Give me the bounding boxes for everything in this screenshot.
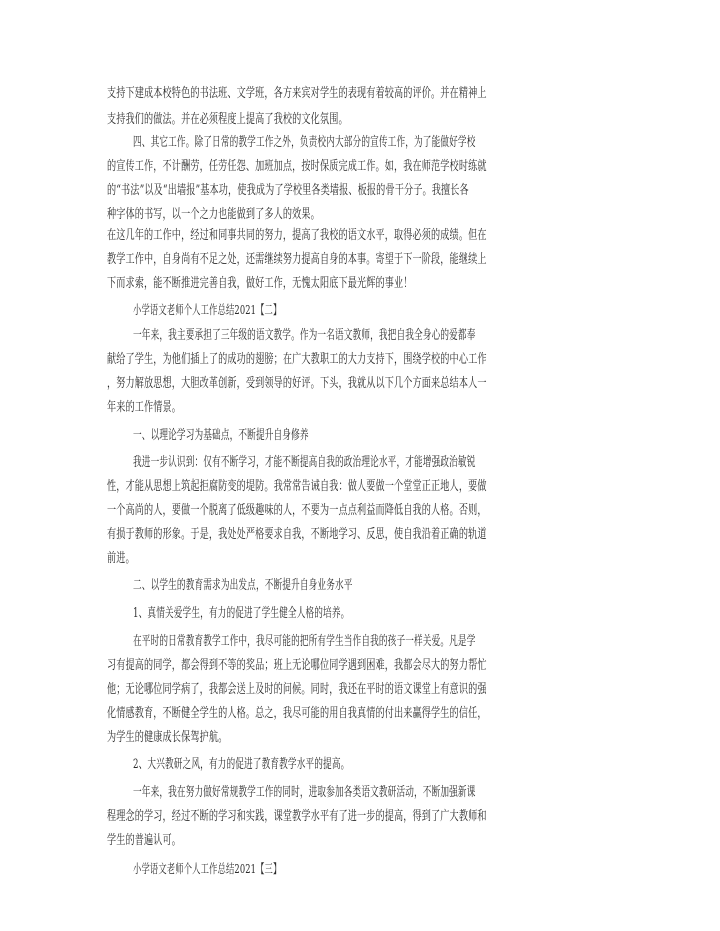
subsection-heading: 2、大兴教研之风，有力的促进了教育教学水平的提高。 xyxy=(133,757,350,772)
section-paragraph-line: 四、其它工作。除了日常的教学工作之外，负责校内大部分的宣传工作，为了能做好学校 xyxy=(133,135,476,150)
text-line: 一个高尚的人，要做一个脱离了低级趣味的人，不要为一点点利益而降低自我的人格。否则， xyxy=(107,503,487,518)
text-line: 性，才能从思想上筑起拒腐防变的堤防。我常常告诫自我：做人要做一个堂堂正正地人，要做 xyxy=(107,479,487,494)
text-line: 教学工作中，自身尚有不足之处，还需继续努力提高自身的本事。寄望于下一阶段，能继续上 xyxy=(107,252,487,267)
section-heading: 小学语文老师个人工作总结2021【二】 xyxy=(133,302,282,317)
text-line: ，努力解放思想，大胆改革创新，受到领导的好评。下头，我就从以下几个方面来总结本人一 xyxy=(107,376,487,391)
text-line: 化情感教育，不断健全学生的人格。总之，我尽可能的用自我真情的付出来赢得学生的信任， xyxy=(107,706,487,721)
text-line: 学生的普遍认可。 xyxy=(107,833,182,848)
subsection-heading: 一、以理论学习为基础点，不断提升自身修养 xyxy=(133,428,309,443)
text-line: 支持我们的做法。并在必须程度上提高了我校的文化氛围。 xyxy=(107,112,348,127)
text-line: 的宣传工作，不计酬劳，任劳任怨、加班加点，按时保质完成工作。如，我在师范学校时练就 xyxy=(107,159,487,174)
text-line: 一年来，我在努力做好常规教学工作的同时，进取参加各类语文教研活动，不断加强新课 xyxy=(133,785,476,800)
subsection-heading: 二、以学生的教育需求为出发点，不断提升自身业务水平 xyxy=(133,578,353,593)
text-line: 前进。 xyxy=(107,551,135,566)
text-line: 他；无论哪位同学病了，我都会送上及时的问候。同时，我还在平时的语文课堂上有意识的强 xyxy=(107,682,487,697)
text-line: 下而求索，能不断推进完善自我，做好工作，无愧太阳底下最光辉的事业！ xyxy=(107,276,413,291)
text-line: 习有提高的同学，都会得到不等的奖品；班上无论哪位同学遇到困难，我都会尽大的努力帮忙 xyxy=(107,658,487,673)
text-line: 在这几年的工作中，经过和同事共同的努力，提高了我校的语文水平，取得必须的成绩。但在 xyxy=(107,228,487,243)
text-line: 年来的工作情景。 xyxy=(107,400,182,415)
section-heading: 小学语文老师个人工作总结2021【三】 xyxy=(133,861,282,876)
text-line: 为学生的健康成长保驾护航。 xyxy=(107,730,228,745)
text-line: 程理念的学习，经过不断的学习和实践，课堂教学水平有了进一步的提高，得到了广大教师和 xyxy=(107,809,487,824)
text-line: 种字体的书写，以一个之力也能做到了多人的效果。 xyxy=(107,207,320,222)
subsection-heading: 1、真情关爱学生，有力的促进了学生健全人格的培养。 xyxy=(133,606,350,621)
text-line: 一年来，我主要承担了三年级的语文教学。作为一名语文教师，我把自我全身心的爱都奉 xyxy=(133,328,476,343)
text-line: 我进一步认识到：仅有不断学习，才能不断提高自我的政治理论水平，才能增强政治敏锐 xyxy=(133,455,476,470)
text-line: 献给了学生，为他们插上了的成功的翅膀；在广大教职工的大力支持下，围绕学校的中心工作 xyxy=(107,352,487,367)
text-line: 支持下建成本校特色的书法班、文学班，各方来宾对学生的表现有着较高的评价。并在精神上 xyxy=(107,86,487,101)
text-line: 在平时的日常教育教学工作中，我尽可能的把所有学生当作自我的孩子一样关爱。凡是学 xyxy=(133,634,476,649)
text-line: 的“书法”以及“出墙报”基本功，使我成为了学校里各类墙报、板报的骨干分子。我擅长各 xyxy=(107,183,469,198)
text-line: 有损于教师的形象。于是，我处处严格要求自我，不断地学习、反思，使自我沿着正确的轨道 xyxy=(107,527,487,542)
